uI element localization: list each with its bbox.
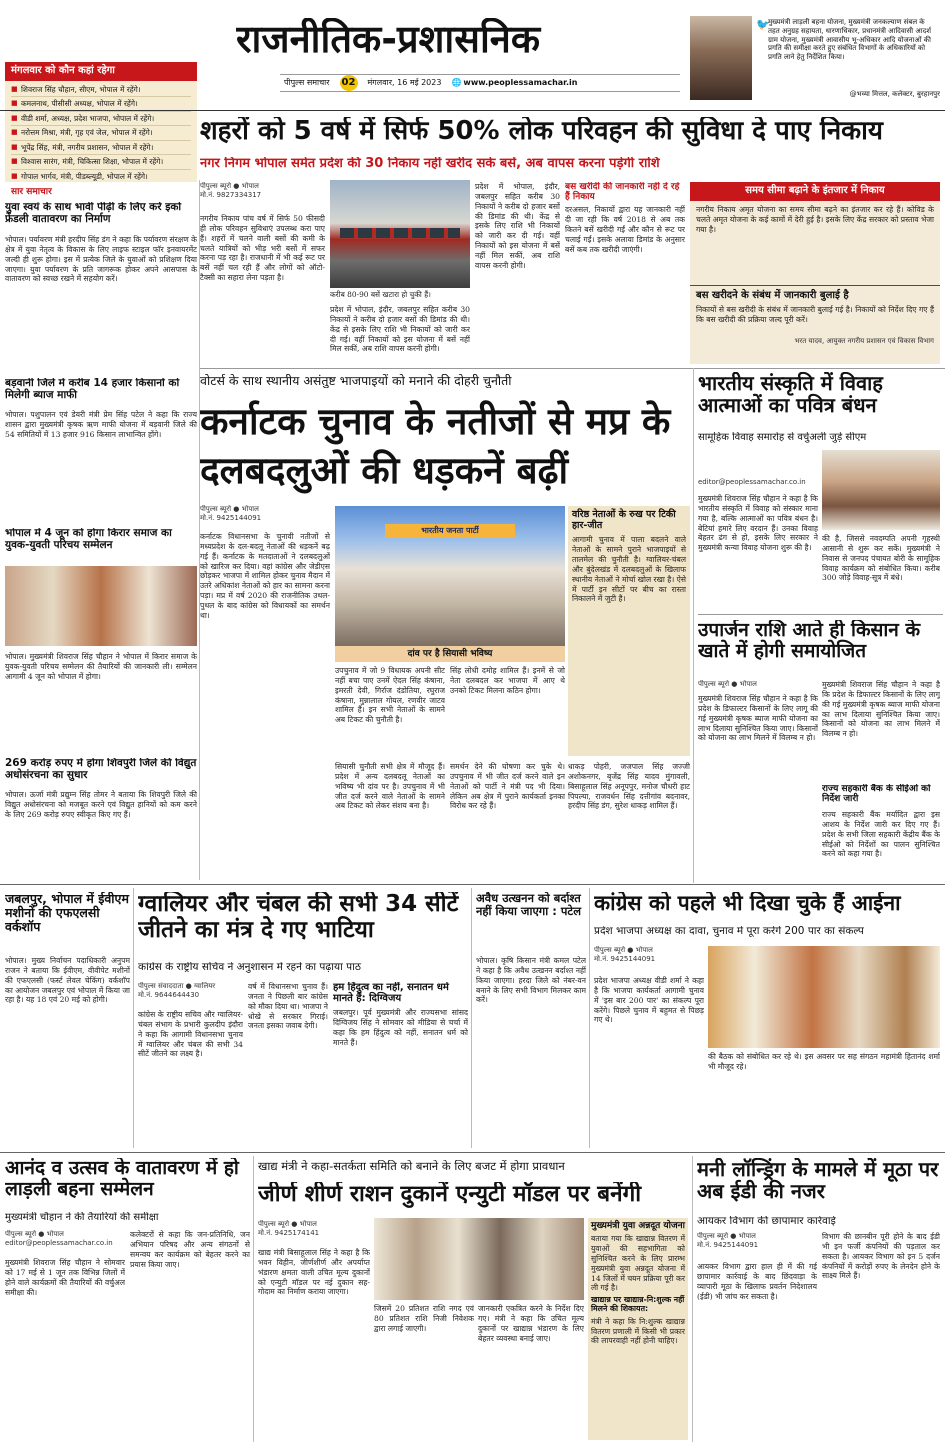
- ration-text-3: जानकारी एकत्रित करने के निर्देश दिए गए। मंत्री ने कहा कि उचित मूल्य दुकानों पर खाद्यान्न भंडारण के लिए बेहतर व्यवस्था बनाई जाए।: [478, 1304, 584, 1343]
- culture-email: editor@peoplessamachar.co.in: [698, 478, 806, 486]
- quote-author: @भव्या मित्तल, कलेक्टर, बुरहानपुर: [849, 90, 940, 98]
- ration-text: खाद्य मंत्री बिसाहूलाल सिंह ने कहा है कि भवन विहीन, जीर्णशीर्ण और अपर्याप्त भंडारण क्षमता वाली उचित मूल्य दुकानों को एन्युटी मॉडल पर नई दुकान सह-गोदाम का निर्माण कराया जाएगा।: [258, 1248, 370, 1297]
- congress-text: प्रदेश भाजपा अध्यक्ष वीडी शर्मा ने कहा है कि भाजपा कार्यकर्ता आगामी चुनाव में 'इस बार 200 पार' का संकल्प पूरा करेंगे। पिछले चुनाव में बहुमत से पिछड़ गए थे।: [594, 976, 704, 1025]
- twitter-icon: 🐦: [756, 18, 770, 31]
- avaidh-text: भोपाल। कृषि किसान मंत्री कमल पटेल ने कहा है कि अवैध उत्खनन बर्दाश्त नहीं किया जाएगा। हरदा जिले को नंबर-वन बनाने के लिए सभी विभाग मिलकर काम करें।: [476, 956, 586, 1005]
- culture-text: मुख्यमंत्री शिवराज सिंह चौहान ने कहा है कि भारतीय संस्कृति में विवाह को संस्कार माना गया है, बल्कि आत्माओं का पवित्र बंधन है। बेटियां हमारे लिए वरदान हैं। उनका विवाह बेहतर ढंग से हो, इसके लिए सरकार ने मुख्यमंत्री कन्या विवाह योजना शुरू की है।: [698, 494, 818, 553]
- side-box-title: समय सीमा बढ़ाने के इंतजार में निकाय: [690, 182, 940, 201]
- farmers-headline: उपार्जन राशि आते ही किसान के खाते में होगी समायोजित: [698, 620, 921, 663]
- side-box: [690, 182, 940, 364]
- lead-box-title: बस खरीदी की जानकारी नहीं दे रहे हैं निकाय: [565, 182, 680, 203]
- jabalpur-headline: जबलपुर, भोपाल में ईवीएम मशीनों की एफएलसी वर्कशॉप: [5, 892, 129, 934]
- brief-headline-3: भोपाल में 4 जून को होगा किरार समाज का युवक-युवती परिचय सम्मेलन: [5, 528, 172, 551]
- paper-name: पीपुल्स समाचार: [284, 77, 330, 87]
- gwalior-byline: [138, 982, 243, 1000]
- avaidh-headline: अवैध उत्खनन को बर्दाश्त नहीं किया जाएगा : पटेल: [476, 892, 581, 918]
- brief-headline-1: युवा स्वयं के साथ भावी पीढ़ी के लिए करें इको फ्रेंडली वातावरण का निर्माण: [5, 202, 182, 225]
- digvijay-text: जबलपुर। पूर्व मुख्यमंत्री और राज्यसभा सांसद दिग्विजय सिंह ने सोमवार को मीडिया से चर्चा में कहा कि हम हिंदुत्व को नहीं, सनातन धर्म को मानते हैं।: [333, 1008, 468, 1047]
- lead-subhead: नगर निगम भोपाल समेत प्रदेश की 30 निकाय नहीं खरीद सके बसें, अब वापस करना पड़ेगी राशि: [200, 157, 660, 171]
- bus-photo: [330, 180, 470, 288]
- brief-headline-2: बड़वानी जिले में करीब 14 हजार किसानों को मिलेगी ब्याज माफी: [5, 378, 180, 401]
- ladli-text: मुख्यमंत्री शिवराज सिंह चौहान ने सोमवार को 17 मई से 1 जून तक विभिन्न जिलों में होने वाले कार्यक्रमों की तैयारियों की वर्चुअल समीक्षा की।: [5, 1258, 125, 1297]
- ration-byline: [258, 1220, 370, 1238]
- digvijay-headline: हम हिंदुत्व का नहीं, सनातन धर्म मानते हैं: दिग्विजय: [333, 982, 449, 1005]
- brief-headline-4: 269 करोड़ रुपए में होगा शिवपुरी जिले की विद्युत अधोसंरचना का सुधार: [5, 758, 197, 781]
- schedule-list: [5, 81, 197, 182]
- farmers-text-2a: मुख्यमंत्री शिवराज सिंह चौहान ने कहा है कि प्रदेश के डिफाल्टर किसानों के लिए लागू की गई मुख्यमंत्री कृषक ब्याज माफी योजना का लाभ दिलाया सुनिश्चित किया जाए। किसानों को योजना का लाभ मिलने में विलम्ब न हो।: [822, 680, 940, 739]
- lead-text-1: नगरीय निकाय पांच वर्ष में सिर्फ 50 फीसदी ही लोक परिवहन सुविधाएं उपलब्ध करा पाए हैं। शहरों में चलने वाली बसों की कमी के चलते यात्रियों को भीड़ भरी बसों में सफर करना पड़ रहा है। राजधानी में भी कई रूट पर बसें नहीं चल रही हैं और लोगों को ऑटो-टैक्सी का सहारा लेना पड़ता है।: [200, 214, 325, 283]
- ed-text-2: विभाग की छानबीन पूरी होने के बाद ईडी भी इन फर्जी कंपनियों की पड़ताल कर सकता है। आयकर विभाग को इन 5 दर्जन कंपनियों में करोड़ों रुपए के लेनदेन होने के साक्ष्य मिले हैं।: [822, 1232, 940, 1281]
- congress-headline: कांग्रेस को पहले भी दिखा चुके हैं आईना: [594, 892, 901, 915]
- schedule-item: ■ गोपाल भार्गव, मंत्री, पीडब्ल्यूडी, भोपाल में रहेंगे।: [11, 170, 191, 182]
- brief-text-4: भोपाल। ऊर्जा मंत्री प्रद्युम्न सिंह तोमर ने बताया कि शिवपुरी जिले की विद्युत अधोसंरचना को मजबूत करने एवं विद्युत हानियों को कम करने के लिए 269 करोड़ रुपए स्वीकृत किए गए हैं।: [5, 790, 197, 819]
- schedule-item: ■ विश्वास सारंग, मंत्री, चिकित्सा शिक्षा, भोपाल में रहेंगे।: [11, 155, 191, 169]
- cm-portrait-photo: [822, 450, 940, 530]
- karnataka-headline: कर्नाटक चुनाव के नतीजों से मप्र के दलबदलुओं की धड़कनें बढ़ीं: [200, 400, 671, 492]
- lead-headline: शहरों को 5 वर्ष में सिर्फ 50% लोक परिवहन की सुविधा दे पाए निकाय: [200, 117, 883, 146]
- ladli-byline: [5, 1230, 125, 1248]
- brief-text-1: भोपाल। पर्यावरण मंत्री हरदीप सिंह डंग ने कहा कि पर्यावरण संरक्षण के क्षेत्र में युवा नेतृत्व के विकास के लिए लाइफ स्टाइल फॉर इनवायरमेंट जल्दी ही शुरू होगा। इस में प्रत्येक जिले के युवाओं को प्रशिक्षण दिया जाएगा। युवा पर्यावरण के प्रति जागरूक होकर अपने आसपास के वातावरण को स्वच्छ रखने में सहयोग करें।: [5, 235, 197, 284]
- yuva-subtitle: खाद्यान्न पर खाद्यान्न-नि:शुल्क नहीं मिलने की शिकायत:: [591, 1295, 685, 1313]
- brief-text-2: भोपाल। पशुपालन एवं डेयरी मंत्री प्रेम सिंह पटेल ने कहा कि राज्य शासन द्वारा मुख्यमंत्री कृषक ऋण माफी योजना में बड़वानी जिले की 54 समितियों में 13 हजार 916 किसान लाभान्वित होंगे।: [5, 410, 197, 439]
- byline: पीपुल्स ब्यूरो ● भोपाल: [200, 182, 259, 190]
- karnataka-text-6: धाकड़ पोहरी, जजपाल सिंह जज्जी अशोकनगर, बृजेंद्र सिंह यादव मुंगावली, बिसाहूलाल सिंह अनूपपुर, मनोज चौधरी हाट पिपल्या, राजवर्धन सिंह दत्तीगांव बदनावर, हरदीप सिंह डंग, सुरेश धाकड़ शामिल हैं।: [568, 762, 690, 811]
- digvijay-box: [333, 982, 468, 1148]
- bjp-meeting-photo: [708, 946, 940, 1048]
- ration-meeting-photo: [374, 1218, 584, 1300]
- gwalior-text-2: वर्ष में विधानसभा चुनाव हैं। जनता ने पिछली बार कांग्रेस को मौका दिया था। भाजपा ने धोखे से सरकार गिराई। जनता इसका जवाब देगी।: [248, 982, 328, 1031]
- karnataka-text-2: उपचुनाव में जो 9 विधायक अपनी सीट नहीं बचा पाए उनमें ऐदल सिंह कंषाना, इमरती देवी, गिर्राज दंडोतिया, रघुराज कंषाना, मुन्नालाल गोयल, रणवीर जाटव शामिल हैं। इन सभी नेताओं के सामने अब टिकट की चुनौती है।: [335, 666, 445, 725]
- congress-subhead: प्रदेश भाजपा अध्यक्ष का दावा, चुनाव में पूरा करेंगे 200 पार का संकल्प: [594, 926, 864, 937]
- karnataka-box-text: आगामी चुनाव में पाला बदलने वाले नेताओं के सामने पुराने भाजपाइयों से तालमेल की चुनौती है। ग्वालियर-चंबल और बुंदेलखंड में दलबदलुओं के खिलाफ स्थानीय नेताओं ने मोर्चा खोल रखा है। ऐसे में पार्टी इन सीटों पर बीच का रास्ता निकालने में जुटी है।: [572, 535, 686, 604]
- schedule-item: ■ भूपेंद्र सिंह, मंत्री, नगरीय प्रशासन, भोपाल में रहेंगे।: [11, 141, 191, 155]
- karnataka-text-4: सियासी चुनौती सभी क्षेत्र में मौजूद हैं। प्रदेश में अन्य दलबदलू नेताओं का भविष्य भी दांव पर है। उपचुनाव में भी जीत दर्ज करने वाले नेताओं के सामने अब टिकट को लेकर संशय बना है।: [335, 762, 445, 811]
- karnataka-byline: [200, 505, 330, 523]
- karnataka-text-3: सिंह लोधी दमोह शामिल हैं। इनमें से जो नेता दलबदल कर भाजपा में आए थे उनको टिकट मिलना कठिन होगा।: [450, 666, 565, 695]
- lead-text-2b: प्रदेश में भोपाल, इंदौर, जबलपुर सहित करीब 30 निकायों ने करीब दो हजार बसों की डिमांड की थी। केंद्र से इसके लिए राशि भी निकायों को जारी कर दी गई। वहीं निकायों को इस योजना में बसें नहीं मिल सकीं, अब राशि वापस करनी होगी।: [475, 182, 560, 270]
- top-left-box: [5, 62, 197, 182]
- schedule-item: ■ नरोत्तम मिश्रा, मंत्री, गृह एवं जेल, भोपाल में रहेंगे।: [11, 126, 191, 140]
- jabalpur-text: भोपाल। मुख्य निर्वाचन पदाधिकारी अनुपम राजन ने बताया कि ईवीएम, वीवीपेट मशीनों की एफएलसी (फर्स्ट लेवल चेकिंग) वर्कशॉप का आयोजन जबलपुर एवं भोपाल में किया जा रहा है। यह 18 एवं 20 मई को होगी।: [5, 956, 130, 1005]
- schedule-item: ■ कमलनाथ, पीसीसी अध्यक्ष, भोपाल में रहेंगे।: [11, 97, 191, 111]
- ladli-headline: आनंद व उत्सव के वातावरण में हो लाड़ली बहना सम्मेलन: [5, 1158, 239, 1201]
- lead-box-text: दरअसल, निकायों द्वारा यह जानकारी नहीं दी जा रही कि वर्ष 2018 से अब तक कितने बसें खरीदी गईं और कौन से रूट पर चलाई गईं। इसके अलावा डिमांड के अनुसार बसें कब तक खरीदी जाएंगी।: [565, 205, 685, 254]
- farmers-subhead: राज्य सहकारी बैंक के सीईओ को निर्देश जारी: [822, 784, 931, 805]
- farmers-text: मुख्यमंत्री शिवराज सिंह चौहान ने कहा है कि प्रदेश के डिफाल्टर किसानों के लिए लागू की गई मुख्यमंत्री कृषक ब्याज माफी योजना का लाभ दिलाया सुनिश्चित किया जाए। किसानों को योजना का लाभ मिलने में विलम्ब न हो।: [698, 694, 818, 743]
- left-box-title: मंगलवार को कौन कहां रहेगा: [5, 62, 197, 81]
- byline: पीपुल्स संवाददाता ● ग्वालियर: [138, 982, 216, 990]
- side-box-subtext: निकायों से बस खरीदी के संबंध में जानकारी बुलाई गई है। निकायों को निर्देश दिए गए हैं कि बस खरीदी की प्रक्रिया जल्द पूरी करें।: [696, 304, 934, 324]
- gwalior-headline: ग्वालियर और चंबल की सभी 34 सीटें जीतने का मंत्र दे गए भाटिया: [138, 892, 459, 943]
- ed-byline: [697, 1232, 817, 1250]
- brief-text-3: भोपाल। मुख्यमंत्री शिवराज सिंह चौहान ने भोपाल में किरार समाज के युवक-युवती परिचय सम्मेलन की तैयारियों की जानकारी ली। सम्मेलन आगामी 4 जून को भोपाल में होगा।: [5, 652, 197, 681]
- yuva-title: मुख्यमंत्री युवा अन्नदूत योजना: [591, 1221, 685, 1231]
- section-title: राजनीतिक-प्रशासनिक: [236, 18, 541, 61]
- issue-date: मंगलवार, 16 मई 2023: [367, 77, 442, 87]
- byline: पीपुल्स ब्यूरो ● भोपाल: [258, 1220, 317, 1228]
- farmers-text-2: राज्य सहकारी बैंक मर्यादित द्वारा इस आशय के निर्देश जारी कर दिए गए हैं। प्रदेश के सभी जिला सहकारी केंद्रीय बैंक के सीईओ को निर्देशों का पालन सुनिश्चित करने को कहा गया है।: [822, 810, 940, 859]
- schedule-item: ■ वीडी शर्मा, अध्यक्ष, प्रदेश भाजपा, भोपाल में रहेंगे।: [11, 112, 191, 126]
- schedule-item: ■ शिवराज सिंह चौहान, सीएम, भोपाल में रहेंगे।: [11, 83, 191, 97]
- yuva-box: [588, 1218, 688, 1440]
- reporter-email: editor@peoplessamachar.co.in: [5, 1238, 113, 1247]
- karnataka-text-5: समर्थन देने की घोषणा कर चुके थे। उपचुनाव में भी जीत दर्ज करने वाले इन नेताओं को पार्टी ने मंत्री पद भी दिया। लेकिन अब क्षेत्र में पुराने कार्यकर्ता इनका विरोध कर रहे हैं।: [450, 762, 565, 811]
- congress-text-2: की बैठक को संबोधित कर रहे थे। इस अवसर पर सह संगठन महामंत्री हितानंद शर्मा भी मौजूद रहे।: [708, 1052, 940, 1071]
- reporter-mobile: मो.नं. 9425174141: [258, 1228, 320, 1237]
- byline: पीपुल्स ब्यूरो ● भोपाल: [200, 505, 259, 513]
- ed-headline: मनी लॉन्ड्रिंग के मामले में मूठा पर अब ईडी की नजर: [697, 1158, 939, 1204]
- side-box-text: नगरीय निकाय अमृत योजना का समय सीमा बढ़ने का इंतजार कर रहे हैं। कोविड के चलते अमृत योजना के कई कामों में देरी हुई है। इसके लिए केंद्र सरकार को प्रस्ताव भेजा गया है।: [696, 204, 934, 234]
- ed-subhead: आयकर विभाग की छापामार कार्रवाई: [697, 1216, 836, 1227]
- ration-headline: जीर्ण शीर्ण राशन दुकानें एन्युटी मॉडल पर बनेंगी: [258, 1182, 642, 1207]
- farmers-byline: पीपुल्स ब्यूरो ● भोपाल: [698, 680, 757, 688]
- side-box-subtitle: बस खरीदने के संबंध में जानकारी बुलाई है: [690, 285, 940, 303]
- brief-tag: सार समाचार: [11, 187, 52, 197]
- ration-kicker: खाद्य मंत्री ने कहा-सतर्कता समिति को बनाने के लिए बजट में होगा प्रावधान: [258, 1160, 565, 1173]
- quote-box: [690, 16, 940, 104]
- culture-subhead: सामूहिक विवाह समारोह से वर्चुअली जुड़े सीएम: [698, 432, 867, 443]
- website-link[interactable]: www.peoplessamachar.in: [463, 77, 578, 87]
- page-number: 02: [340, 75, 358, 91]
- lead-text-2: प्रदेश में भोपाल, इंदौर, जबलपुर सहित करीब 30 निकायों ने करीब दो हजार बसों की डिमांड की थी। केंद्र से इसके लिए राशि भी निकायों को जारी कर दी गई। वहीं निकायों को इस योजना में बसें नहीं मिल सकीं, अब राशि वापस करनी होगी।: [330, 305, 470, 354]
- congress-byline: [594, 946, 704, 964]
- reporter-mobile: मो.नं. 9425144091: [697, 1240, 759, 1249]
- reporter-mobile: मो.नं. 9827334317: [200, 190, 262, 199]
- globe-icon: 🌐: [451, 77, 462, 87]
- byline: पीपुल्स ब्यूरो ● भोपाल: [5, 1230, 64, 1238]
- reporter-mobile: मो.नं. 9425144091: [594, 954, 656, 963]
- caption-text: करीब 80-90 बसें खटारा हो चुकी हैं।: [330, 290, 431, 299]
- byline: पीपुल्स ब्यूरो ● भोपाल: [697, 1232, 756, 1240]
- office-sign: भारतीय जनता पार्टी: [385, 524, 515, 538]
- ladli-subhead: मुख्यमंत्री चौहान ने की तैयारियों की समीक्षा: [5, 1212, 159, 1223]
- side-box-author: भरत यादव, आयुक्त नगरीय प्रशासन एवं विकास विभाग: [794, 336, 934, 345]
- quote-text: मुख्यमंत्री लाड़ली बहना योजना, मुख्यमंत्री जनकल्याण संबल के तहत अनुग्रह सहायता, धारणाधिकार, प्रधानमंत्री आदिवासी आदर्श ग्राम योजना, मुख्यमंत्री आवासीय भू-अधिकार आदि योजनाओं की प्रगति की समीक्षा करते हुए संबंधित विभागों के अधिकारियों को प्रगति लाने हेतु निर्देशित किया।: [768, 18, 931, 61]
- karnataka-box: [568, 506, 690, 756]
- culture-text-2: की है, जिससे नवदम्पति अपनी गृहस्थी आसानी से शुरू कर सकें। मुख्यमंत्री ने निवास से जनपद पंचायत बोरी के सामूहिक विवाह कार्यक्रम को संबोधित किया। करीब 300 जोड़े विवाह-सूत्र में बंधे।: [822, 534, 940, 583]
- collector-portrait: [690, 16, 752, 100]
- gwalior-text: कांग्रेस के राष्ट्रीय सचिव और ग्वालियर-चंबल संभाग के प्रभारी कुलदीप इंदौरा ने कहा कि आगामी विधानसभा चुनाव में ग्वालियर और चंबल की सभी 34 सीटें जीतने का लक्ष्य है।: [138, 1010, 243, 1059]
- ration-text-2: जिसमें 20 प्रतिशत राशि नगद एवं 80 प्रतिशत राशि निजी निवेशक द्वारा लगाई जाएगी।: [374, 1304, 474, 1333]
- bjp-office-photo: [335, 506, 565, 646]
- reporter-mobile: मो.नं. 9644644430: [138, 990, 200, 999]
- byline: पीपुल्स ब्यूरो ● भोपाल: [594, 946, 653, 954]
- culture-headline: भारतीय संस्कृति में विवाह आत्माओं का पवित्र बंधन: [698, 372, 883, 418]
- kirar-meeting-photo: [5, 566, 197, 646]
- bus-photo-caption: [330, 290, 470, 300]
- ladli-text-2: कलेक्टरों से कहा कि जन-प्रतिनिधि, जन अभियान परिषद और अन्य संगठनों से समन्वय कर कार्यक्रम को बेहतर करने का प्रयास किया जाए।: [130, 1230, 250, 1269]
- lead-box-bus-info: [565, 182, 685, 362]
- lead-byline: [200, 182, 325, 200]
- karnataka-kicker: वोटर्स के साथ स्थानीय असंतुष्ट भाजपाइयों को मनाने की दोहरी चुनौती: [200, 374, 512, 388]
- yuva-text-2: मंत्री ने कहा कि नि:शुल्क खाद्यान्न वितरण प्रणाली में किसी भी प्रकार की लापरवाही नहीं होनी चाहिए।: [591, 1316, 685, 1346]
- karnataka-photo-caption: दांव पर है सियासी भविष्य: [335, 646, 565, 662]
- yuva-text: बताया गया कि खाद्यान्न वितरण में युवाओं की सहभागिता को सुनिश्चित करने के लिए प्रारम्भ मुख्यमंत्री युवा अन्नदूत योजना में 14 जिलों में चयन प्रक्रिया पूरी कर ली गई है।: [591, 1234, 685, 1293]
- karnataka-box-title: वरिष्ठ नेताओं के रुख पर टिकी हार-जीत: [572, 509, 676, 531]
- gwalior-subhead: कांग्रेस के राष्ट्रीय सचिव ने अनुशासन में रहने का पढ़ाया पाठ: [138, 962, 361, 973]
- ed-text: आयकर विभाग द्वारा हाल ही में की गई छापामार कार्रवाई के बाद छिंदवाड़ा के व्यापारी मूठा के खिलाफ प्रवर्तन निदेशालय (ईडी) भी जांच कर सकता है।: [697, 1262, 817, 1301]
- karnataka-text-1: कर्नाटक विधानसभा के चुनावी नतीजों से मध्यप्रदेश के दल-बदलू नेताओं की धड़कनें बढ़ गई हैं। कर्नाटक के मतदाताओं ने दलबदलुओं को खारिज कर दिया। वहां कांग्रेस और जेडीएस छोड़कर भाजपा में शामिल होकर चुनाव मैदान में उतरे अधिकांश नेताओं को हार का सामना करना पड़ा। मप्र में वर्ष 2020 की राजनीतिक उथल-पुथल के बाद कांग्रेस को विधायकों का समर्थन था।: [200, 532, 330, 620]
- page-meta-bar: [280, 74, 680, 92]
- reporter-mobile: मो.नं. 9425144091: [200, 513, 262, 522]
